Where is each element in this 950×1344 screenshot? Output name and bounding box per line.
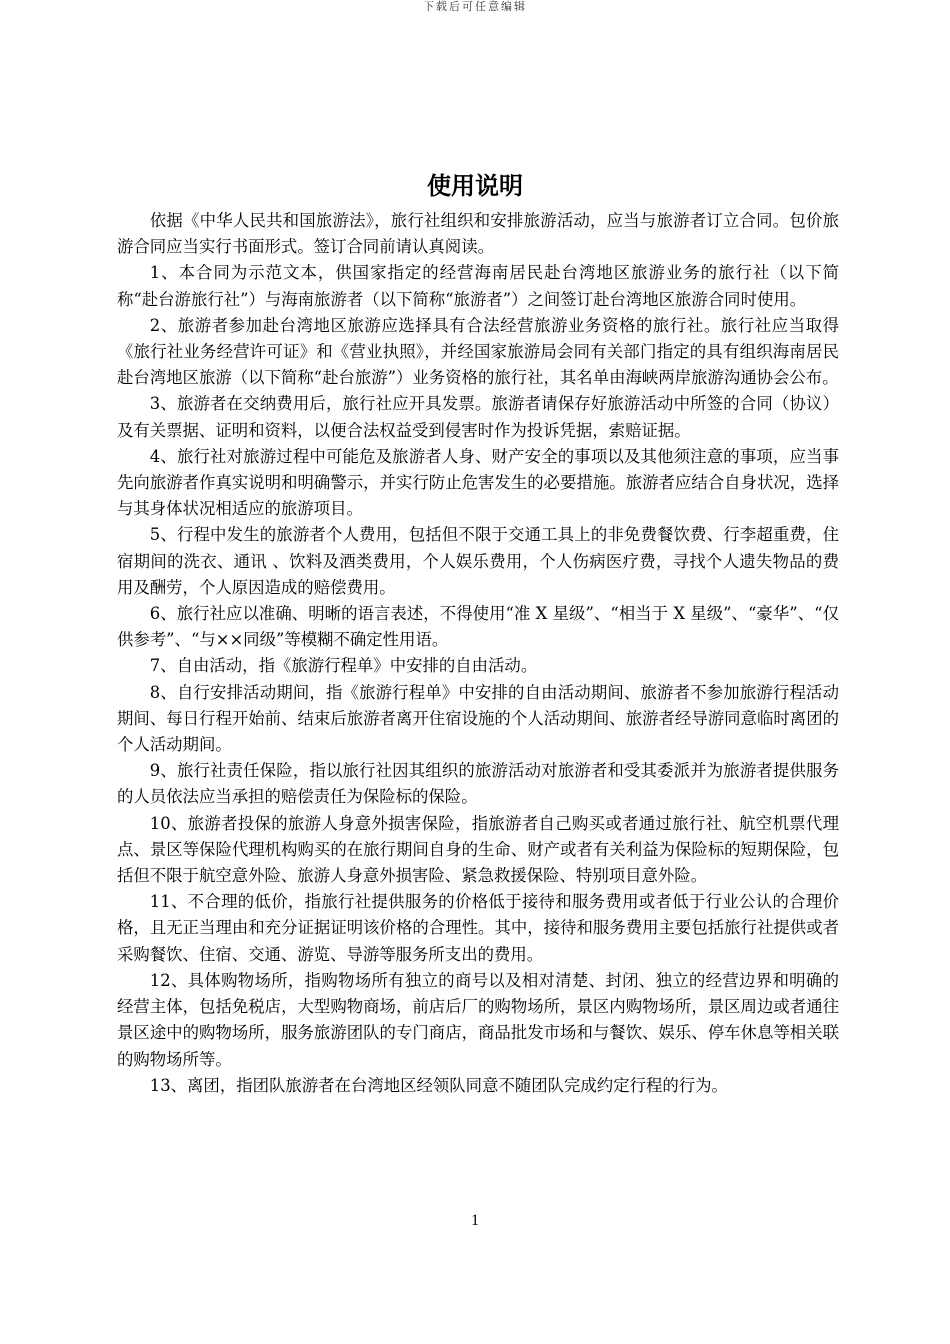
clause-9: 9、旅行社责任保险，指以旅行社因其组织的旅游活动对旅游者和受其委派并为旅游者提供服务的人员依法应当承担的赔偿责任为保险标的保险。	[117, 761, 839, 807]
clause-6: 6、旅行社应以准确、明晰的语言表述，不得使用“准 X 星级”、“相当于 X 星级”、“豪华”、“仅供参考”、“与××同级”等模糊不确定性用语。	[117, 604, 839, 650]
page-number: 1	[471, 1212, 479, 1229]
clause-1: 1、本合同为示范文本，供国家指定的经营海南居民赴台湾地区旅游业务的旅行社（以下简称“赴台游旅行社”）与海南旅游者（以下简称“旅游者”）之间签订赴台湾地区旅游合同时使用。	[117, 263, 839, 309]
clause-12: 12、具体购物场所，指购物场所有独立的商号以及相对清楚、封闭、独立的经营边界和明确的经营主体，包括免税店，大型购物商场，前店后厂的购物场所，景区内购物场所，景区周边或者通往景区途中的购物场所，服务旅游团队的专门商店，商品批发市场和与餐饮、娱乐、停车休息等相关联的购物场所等。	[117, 970, 839, 1069]
intro-paragraph: 依据《中华人民共和国旅游法》，旅行社组织和安排旅游活动，应当与旅游者订立合同。包价旅游合同应当实行书面形式。签订合同前请认真阅读。	[117, 211, 839, 257]
clause-7: 7、自由活动，指《旅游行程单》中安排的自由活动。	[149, 656, 538, 676]
clause-10: 10、旅游者投保的旅游人身意外损害保险，指旅游者自己购买或者通过旅行社、航空机票代理点、景区等保险代理机构购买的在旅行期间自身的生命、财产或者有关利益为保险标的短期保险，包括但不限于航空意外险、旅游人身意外损害险、紧急救援保险、特别项目意外险。	[117, 813, 839, 886]
header-note: 下载后可任意编辑	[423, 0, 527, 13]
clause-4: 4、旅行社对旅游过程中可能危及旅游者人身、财产安全的事项以及其他须注意的事项，应当事先向旅游者作真实说明和明确警示，并实行防止危害发生的必要措施。旅游者应结合自身状况，选择与其身体状况相适应的旅游项目。	[117, 446, 839, 519]
clause-11: 11、不合理的低价，指旅行社提供服务的价格低于接待和服务费用或者低于行业公认的合理价格，且无正当理由和充分证据证明该价格的合理性。其中，接待和服务费用主要包括旅行社提供或者采购餐饮、住宿、交通、游览、导游等服务所支出的费用。	[117, 892, 839, 964]
clause-13: 13、离团，指团队旅游者在台湾地区经领队同意不随团队完成约定行程的行为。	[149, 1075, 728, 1095]
document-body	[117, 208, 839, 1099]
clause-5: 5、行程中发生的旅游者个人费用，包括但不限于交通工具上的非免费餐饮费、行李超重费，住宿期间的洗衣、通讯 、饮料及酒类费用，个人娱乐费用，个人伤病医疗费，寻找个人遗失物品的费用及酬劳，个人原因造成的赔偿费用。	[117, 525, 839, 597]
page-title: 使用说明	[427, 172, 523, 200]
clause-8: 8、自行安排活动期间，指《旅游行程单》中安排的自由活动期间、旅游者不参加旅游行程活动期间、每日行程开始前、结束后旅游者离开住宿设施的个人活动期间、旅游者经导游同意临时离团的个人活动期间。	[117, 682, 839, 755]
clause-2: 2、旅游者参加赴台湾地区旅游应选择具有合法经营旅游业务资格的旅行社。旅行社应当取得《旅行社业务经营许可证》和《营业执照》，并经国家旅游局会同有关部门指定的具有组织海南居民赴台湾地区旅游（以下简称“赴台旅游”）业务资格的旅行社，其名单由海峡两岸旅游沟通协会公布。	[117, 315, 839, 388]
clause-3: 3、旅游者在交纳费用后，旅行社应开具发票。旅游者请保存好旅游活动中所签的合同（协议）及有关票据、证明和资料，以便合法权益受到侵害时作为投诉凭据，索赔证据。	[117, 394, 839, 440]
